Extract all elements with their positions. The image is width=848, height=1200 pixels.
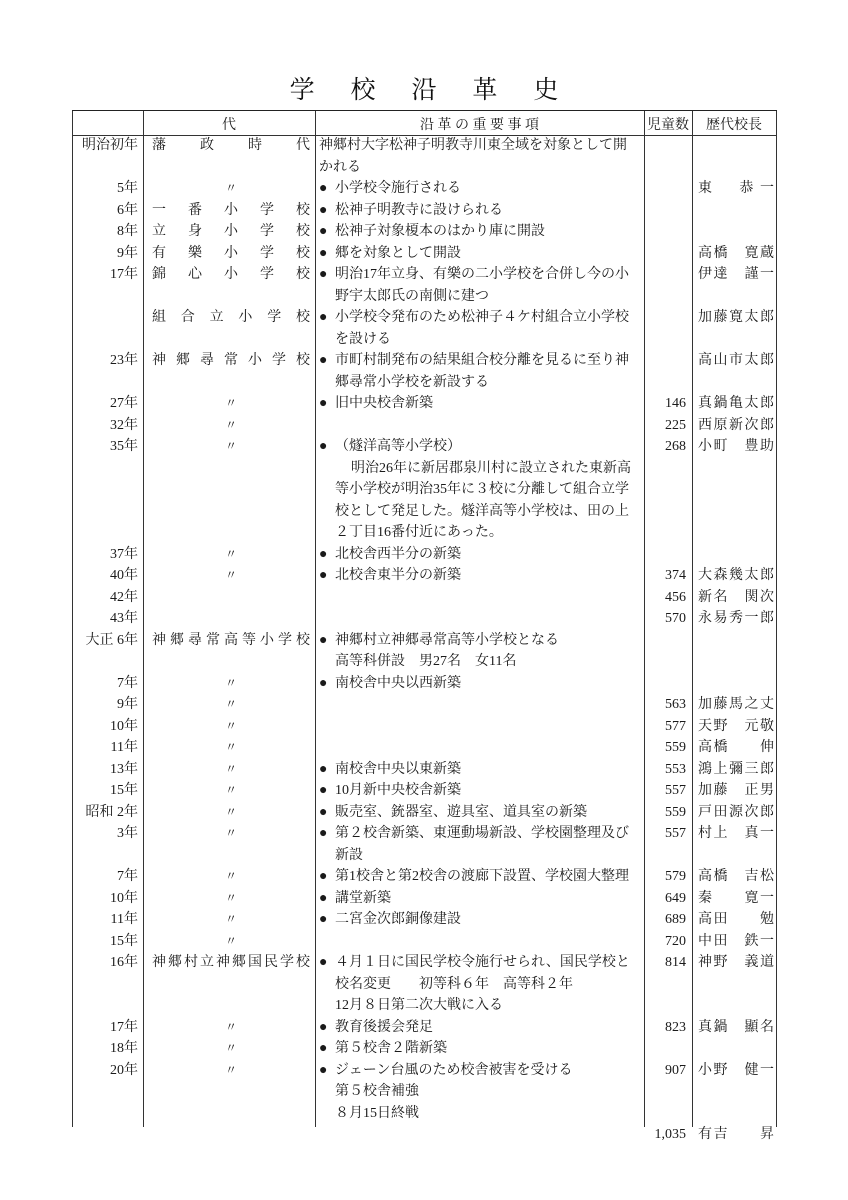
event-line: ２丁目16番付近にあった。 <box>335 525 503 540</box>
principal-cell: 小町 豊助 <box>698 439 774 454</box>
year-cell: 13年 <box>110 761 138 777</box>
student-count-cell: 570 <box>665 611 686 626</box>
student-count-cell: 559 <box>665 740 686 755</box>
bullet-icon: ● <box>319 439 328 454</box>
event-line <box>319 737 641 759</box>
principal-cell: 西原新次郎 <box>698 417 774 433</box>
era-cell: 〃 <box>224 869 237 883</box>
year-cell: 17年 <box>110 267 138 282</box>
year-cell: 18年 <box>110 1041 138 1056</box>
bullet-icon: ● <box>319 912 328 927</box>
event-cell <box>319 823 641 866</box>
era-cell: 〃 <box>224 933 237 948</box>
table-row <box>72 630 777 673</box>
event-line <box>319 200 641 222</box>
event-cell <box>319 630 641 673</box>
bullet-icon: ● <box>319 353 328 368</box>
principal-cell: 鴻上彌三郎 <box>698 761 774 777</box>
principal-cell: 天野 元敬 <box>698 718 774 734</box>
event-cell <box>319 759 641 781</box>
header-student-count: 児童数 <box>647 118 689 133</box>
event-cell <box>319 393 641 415</box>
event-line <box>319 909 641 931</box>
event-text: 販売室、銃器室、遊具室、道具室の新築 <box>335 804 587 820</box>
event-line: を設ける <box>335 331 391 347</box>
event-line <box>319 264 641 286</box>
event-text: 10月新中央校舎新築 <box>335 783 461 798</box>
year-cell: 3年 <box>117 826 138 841</box>
bullet-icon: ● <box>319 761 328 777</box>
event-cell <box>319 909 641 931</box>
student-count-cell: 225 <box>665 417 686 433</box>
era-cell: 〃 <box>224 396 237 410</box>
student-count-cell: 579 <box>665 869 686 884</box>
event-line <box>319 673 641 695</box>
year-cell: 10年 <box>110 718 138 734</box>
event-line <box>319 178 641 200</box>
event-text: 市町村制発布の結果組合校分離を見るに至り神 <box>335 353 629 368</box>
event-cell <box>319 737 641 759</box>
event-line: 高等科併設 男27名 女11名 <box>335 654 517 669</box>
bullet-icon: ● <box>319 245 328 261</box>
event-line: 12月８日第二次大戦に入る <box>335 998 503 1013</box>
principal-cell: 村上 真一 <box>698 826 774 841</box>
era-cell: 〃 <box>224 761 237 776</box>
era-cell: 組合立小学校 <box>152 310 310 325</box>
event-line <box>319 587 641 609</box>
event-text: 南校舎中央以東新築 <box>335 761 461 777</box>
principal-cell: 加藤馬之丈 <box>698 697 774 712</box>
bullet-icon: ● <box>319 568 328 583</box>
student-count-cell: 649 <box>665 890 686 906</box>
event-line <box>319 802 641 824</box>
event-cell <box>319 135 641 178</box>
event-text: 第２校舎新築、東運動場新設、学校園整理及び <box>335 826 629 841</box>
event-line <box>319 630 641 652</box>
header-era: 代 <box>222 118 236 133</box>
event-text: 小学校令施行される <box>335 181 461 196</box>
event-line: 神郷村大字松神子明教寺川東全域を対象として開 <box>319 138 627 153</box>
event-cell <box>319 780 641 802</box>
bullet-icon: ● <box>319 804 328 820</box>
principal-cell: 高山市太郎 <box>698 353 774 368</box>
bullet-icon: ● <box>319 955 328 970</box>
year-cell: 17年 <box>110 1019 138 1035</box>
year-cell: 7年 <box>117 869 138 884</box>
year-cell: 43年 <box>110 611 138 626</box>
table-header <box>72 111 777 136</box>
table-row <box>72 178 777 200</box>
event-line: 第５校舎補強 <box>335 1084 419 1099</box>
event-cell <box>319 952 641 1017</box>
year-cell: 27年 <box>110 396 138 411</box>
bullet-icon: ● <box>319 890 328 906</box>
principal-cell: 伊達 謹一 <box>698 267 774 282</box>
history-table <box>72 110 777 1142</box>
event-cell <box>319 694 641 716</box>
event-line <box>319 888 641 910</box>
event-line: 等小学校が明治35年に３校に分離して組合立学 <box>335 482 629 497</box>
event-text: （燧洋高等小学校） <box>335 439 461 454</box>
student-count-cell: 814 <box>665 955 686 970</box>
principal-cell: 加藤寛太郎 <box>698 310 774 325</box>
event-cell <box>319 350 641 393</box>
principal-cell: 高橋 伸 <box>698 740 774 755</box>
table-row <box>72 1060 777 1142</box>
student-count-cell: 563 <box>665 697 686 712</box>
event-line <box>319 436 641 458</box>
principal-cell: 新名 関次 <box>698 589 774 605</box>
event-line <box>319 307 641 329</box>
era-cell: 錦心小学校 <box>152 267 310 282</box>
event-cell <box>319 178 641 200</box>
era-cell: 〃 <box>224 826 237 840</box>
principal-cell: 高橋 寛蔵 <box>698 245 774 261</box>
era-cell: 神郷村立神郷国民学校 <box>152 955 310 970</box>
era-cell: 〃 <box>224 675 237 690</box>
table-row <box>72 200 777 222</box>
bullet-icon: ● <box>319 783 328 798</box>
event-cell <box>319 243 641 265</box>
principal-cell: 加藤 正男 <box>698 783 774 798</box>
era-cell: 一番小学校 <box>152 202 310 218</box>
event-text: 旧中央校舎新築 <box>335 396 433 411</box>
event-cell <box>319 415 641 437</box>
year-cell: 15年 <box>110 933 138 949</box>
principal-cell: 高田 勉 <box>698 912 774 927</box>
principal-cell: 戸田源次郎 <box>698 804 774 820</box>
student-count-cell: 268 <box>665 439 686 454</box>
era-cell: 藩政時代 <box>152 138 310 153</box>
table-row <box>72 436 777 544</box>
event-line <box>319 952 641 974</box>
bullet-icon: ● <box>319 181 328 196</box>
event-line <box>319 243 641 265</box>
event-cell <box>319 307 641 350</box>
year-cell: 9年 <box>117 697 138 712</box>
student-count-cell: 823 <box>665 1019 686 1035</box>
era-cell: 立身小学校 <box>152 224 310 239</box>
era-cell: 〃 <box>224 439 237 453</box>
event-line <box>319 780 641 802</box>
student-count-cell: 456 <box>665 589 686 605</box>
event-cell <box>319 1017 641 1039</box>
event-text: 松神子明教寺に設けられる <box>335 202 503 218</box>
event-line <box>319 565 641 587</box>
event-cell <box>319 436 641 544</box>
era-cell: 〃 <box>224 546 237 561</box>
event-cell <box>319 544 641 566</box>
principal-cell: 神野 義道 <box>698 955 774 970</box>
year-cell: 9年 <box>117 245 138 261</box>
event-line <box>319 1017 641 1039</box>
year-cell: 10年 <box>110 890 138 906</box>
event-cell <box>319 716 641 738</box>
bullet-icon: ● <box>319 267 328 282</box>
era-cell: 〃 <box>224 912 237 926</box>
principal-cell: 真鍋亀太郎 <box>698 396 774 411</box>
student-count-cell: 374 <box>665 568 686 583</box>
principal-cell: 永易秀一郎 <box>698 611 774 626</box>
event-cell <box>319 802 641 824</box>
year-cell: 37年 <box>110 546 138 562</box>
year-cell: 40年 <box>110 568 138 583</box>
event-cell <box>319 565 641 587</box>
event-line <box>319 415 641 437</box>
year-cell: 35年 <box>110 439 138 454</box>
era-cell: 神郷尋常高等小学校 <box>152 632 310 648</box>
event-cell <box>319 931 641 953</box>
event-cell <box>319 608 641 630</box>
era-cell: 〃 <box>224 718 237 733</box>
bullet-icon: ● <box>319 826 328 841</box>
event-line <box>319 393 641 415</box>
bullet-icon: ● <box>319 1062 328 1078</box>
student-count-cell: 577 <box>665 718 686 734</box>
event-text: 南校舎中央以西新築 <box>335 675 461 691</box>
principal-cell: 小野 健一 <box>698 1062 774 1078</box>
bullet-icon: ● <box>319 869 328 884</box>
year-cell: 23年 <box>110 353 138 368</box>
event-cell <box>319 1038 641 1060</box>
bullet-icon: ● <box>319 632 328 648</box>
event-text: 郷を対象として開設 <box>335 245 461 261</box>
bullet-icon: ● <box>319 202 328 218</box>
bullet-icon: ● <box>319 310 328 325</box>
event-text: 第５校舎２階新築 <box>335 1041 447 1056</box>
student-count-cell: 146 <box>665 396 686 411</box>
era-cell: 〃 <box>224 1019 237 1034</box>
bullet-icon: ● <box>319 224 328 239</box>
bullet-icon: ● <box>319 1019 328 1035</box>
header-principals: 歴代校長 <box>706 118 762 133</box>
event-cell <box>319 673 641 695</box>
event-cell <box>319 866 641 888</box>
event-cell <box>319 1060 641 1125</box>
event-line <box>319 608 641 630</box>
event-cell <box>319 221 641 243</box>
principal-cell: 高橋 吉松 <box>698 869 774 884</box>
year-cell: 16年 <box>110 955 138 970</box>
era-cell: 有樂小学校 <box>152 245 310 261</box>
event-text: 二宮金次郎銅像建設 <box>335 912 461 927</box>
event-text: 講堂新築 <box>335 890 391 906</box>
event-line <box>319 350 641 372</box>
event-cell <box>319 587 641 609</box>
principal-cell: 大森幾太郎 <box>698 568 774 583</box>
era-cell: 〃 <box>224 568 237 582</box>
era-cell: 〃 <box>224 740 237 754</box>
principal-cell: 真鍋 顯名 <box>698 1019 774 1035</box>
year-cell: 11年 <box>110 740 138 755</box>
year-cell: 20年 <box>110 1062 138 1078</box>
era-cell: 〃 <box>224 783 237 797</box>
table-row <box>72 608 777 630</box>
student-count-cell: 720 <box>665 933 686 949</box>
event-cell <box>319 888 641 910</box>
era-cell: 〃 <box>224 697 237 711</box>
table-row <box>72 1017 777 1039</box>
student-count-cell: 907 <box>665 1062 686 1078</box>
event-line <box>319 716 641 738</box>
student-count-cell: 557 <box>665 783 686 798</box>
era-cell: 〃 <box>224 181 237 195</box>
event-line <box>319 1038 641 1060</box>
year-cell: 8年 <box>117 224 138 239</box>
year-cell: 7年 <box>117 675 138 691</box>
event-line: 校として発足した。燧洋高等小学校は、田の上 <box>335 503 629 519</box>
event-text: 小学校令発布のため松神子４ケ村組合立小学校 <box>335 310 629 325</box>
event-text: ４月１日に国民学校令施行せられ、国民学校と <box>335 955 630 970</box>
era-cell: 〃 <box>224 890 237 905</box>
student-count-cell: 553 <box>665 761 686 777</box>
page-title: 学 校 沿 革 史 <box>289 75 573 104</box>
bullet-icon: ● <box>319 396 328 411</box>
bullet-icon: ● <box>319 1041 328 1056</box>
principal-cell: 東 恭一 <box>698 181 774 196</box>
event-text: 教育後援会発足 <box>335 1019 433 1035</box>
event-line <box>319 1060 641 1082</box>
event-line <box>319 221 641 243</box>
year-cell: 明治初年 <box>82 138 138 153</box>
student-count-cell: 559 <box>665 804 686 820</box>
principal-cell: 中田 鉄一 <box>698 933 774 949</box>
event-text: 神郷村立神郷尋常高等小学校となる <box>335 632 559 648</box>
event-line: 郷尋常小学校を新設する <box>335 374 489 390</box>
year-cell: 32年 <box>110 417 138 433</box>
year-cell: 5年 <box>117 181 138 196</box>
event-text: 松神子対象榎本のはかり庫に開設 <box>335 224 545 239</box>
event-line <box>319 759 641 781</box>
year-cell: 昭和 2年 <box>85 804 138 820</box>
event-text: ジェーン台風のため校舎被害を受ける <box>335 1062 573 1078</box>
event-line <box>319 694 641 716</box>
table-body <box>72 135 777 1142</box>
era-cell: 〃 <box>224 1041 237 1055</box>
event-cell <box>319 200 641 222</box>
era-cell: 〃 <box>224 804 237 819</box>
event-text: 北校舎西半分の新築 <box>335 546 461 562</box>
event-line <box>319 823 641 845</box>
event-line: 新設 <box>335 847 363 863</box>
student-count-cell: 689 <box>665 912 686 927</box>
bullet-icon: ● <box>319 546 328 562</box>
era-cell: 〃 <box>224 417 237 432</box>
event-text: 明治17年立身、有樂の二小学校を合併し今の小 <box>335 267 629 282</box>
era-cell: 神郷尋常小学校 <box>152 353 310 368</box>
year-cell: 大正 6年 <box>85 632 138 648</box>
principal-cell: 有吉 昇 <box>698 1127 774 1142</box>
student-count-cell: 557 <box>665 826 686 841</box>
principal-cell: 秦 寛一 <box>698 890 774 906</box>
header-events: 沿 革 の 重 要 事 項 <box>420 118 539 133</box>
event-line: ８月15日終戦 <box>335 1105 419 1121</box>
year-cell: 15年 <box>110 783 138 798</box>
event-line <box>319 866 641 888</box>
event-line <box>319 544 641 566</box>
event-line <box>319 931 641 953</box>
year-cell: 6年 <box>117 202 138 218</box>
event-line: 明治26年に新居郡泉川村に設立された東新高 <box>351 460 631 476</box>
event-text: 第1校舎と第2校舎の渡廊下設置、学校園大整理 <box>335 869 629 884</box>
student-count-cell: 1,035 <box>654 1127 686 1142</box>
year-cell: 42年 <box>110 589 138 605</box>
event-line: かれる <box>319 159 361 175</box>
era-cell: 〃 <box>224 1062 237 1077</box>
event-text: 北校舎東半分の新築 <box>335 568 461 583</box>
event-cell <box>319 264 641 307</box>
event-line: 野宇太郎氏の南側に建つ <box>335 288 489 304</box>
bullet-icon: ● <box>319 675 328 691</box>
year-cell: 11年 <box>110 912 138 927</box>
event-line: 校名変更 初等科６年 高等科２年 <box>335 976 573 992</box>
